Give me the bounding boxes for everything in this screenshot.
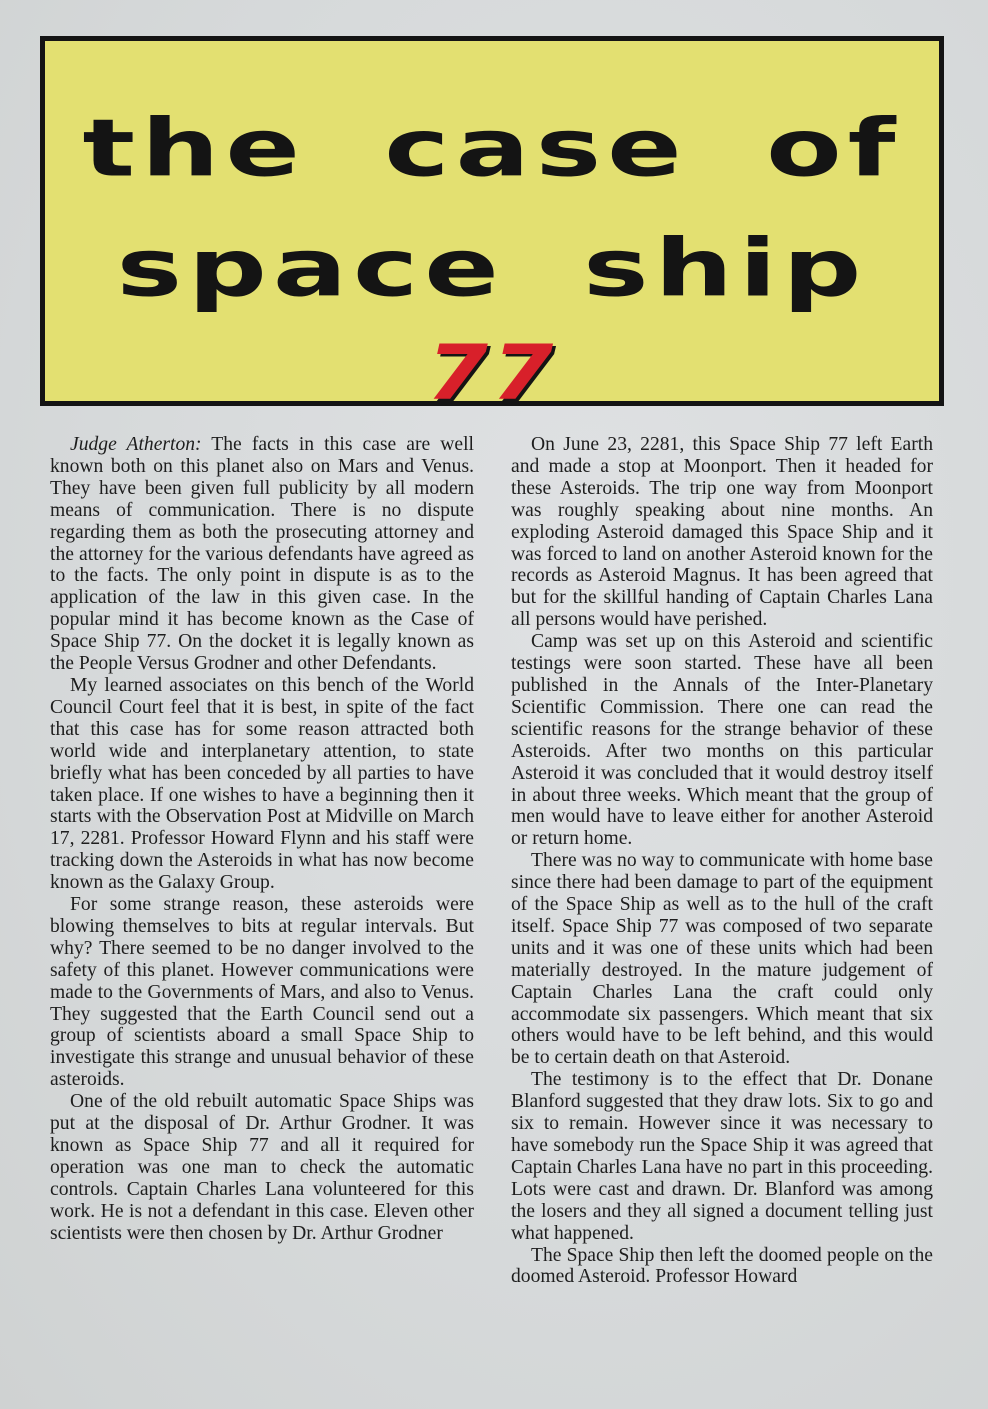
paragraph: The Space Ship then left the doomed people on the doomed Asteroid. Professor Howard xyxy=(511,1244,933,1288)
title-banner xyxy=(40,36,944,417)
text-column-right xyxy=(511,434,933,1389)
paragraph: Camp was set up on this Asteroid and scientific testings were soon started. These have all been published in the Annals of the Inter-Planetary Scientific Commission. There one can read the scientific reasons for the strange behavior of these Asteroids. After two months on this particular Asteroid it was concluded that it would destroy itself in about three weeks. Which meant that the group of men would have to leave either for another Asteroid or return home. xyxy=(511,631,933,850)
paragraph: My learned associates on this bench of the World Council Court feel that it is best, in spite of the fact that this case has for some reason attracted both world wide and interplanetary attention, to state briefly what has been conceded by all parties to have taken place. If one wishes to have a beginning then it starts with the Observation Post at Midville on March 17, 2281. Professor Howard Flynn and his staff were tracking down the Asteroids in what has now become known as the Galaxy Group. xyxy=(50,674,474,894)
title-line-2: space ship xyxy=(116,221,868,315)
paragraph: For some strange reason, these asteroids were blowing themselves to bits at regular intervals. But why? There seemed to be no danger involved to the safety of this planet. However communications were made to the Governments of Mars, and also to Venus. They suggested that the Earth Council send out a group of scientists aboard a small Space Ship to investigate this strange and unusual behavior of these asteroids. xyxy=(50,894,474,1091)
text-column-left xyxy=(50,434,474,1389)
title-number: 77 xyxy=(426,328,558,417)
paragraph: There was no way to communicate with home base since there had been damage to part of the equipment of the Space Ship as well as to the hull of the craft itself. Space Ship 77 was composed of two separate units and it was one of these units which had been materially destroyed. In the mature judgement of Captain Charles Lana the craft could only accommodate six passengers. Which meant that six others would have to be left behind, and this would be to certain death on that Asteroid. xyxy=(511,850,933,1069)
paragraph-text: The facts in this case are well known both on this planet also on Mars and Venus. They have been given full publicity by all modern means of communication. There is no dispute regarding them as both the prosecuting attorney and the attorney for the various defendants have agreed as to the facts. The only point in dispute is as to the application of the law in this given case. In the popular mind it has become known as the Case of Space Ship 77. On the docket it is legally known as the People Versus Grodner and other Defendants. xyxy=(50,434,474,675)
speaker-name: Judge Atherton: xyxy=(70,434,202,455)
paragraph: On June 23, 2281, this Space Ship 77 left Earth and made a stop at Moonport. Then it headed for these Asteroids. The trip one way from Moonport was roughly speaking about nine months. An exploding Asteroid damaged this Space Ship and it was forced to land on another Asteroid known for the records as Asteroid Magnus. It has been agreed that but for the skillful handing of Captain Charles Lana all persons would have perished. xyxy=(511,434,933,631)
paragraph: The testimony is to the effect that Dr. Donane Blanford suggested that they draw lots. Six to go and six to remain. However since it was necessary to have somebody run the Space Ship it was agreed that Captain Charles Lana have no part in this proceeding. Lots were cast and drawn. Dr. Blanford was among the losers and they all signed a document telling just what happened. xyxy=(511,1069,933,1244)
paragraph xyxy=(50,434,474,675)
title-line-1: the case of xyxy=(82,101,902,195)
paragraph: One of the old rebuilt automatic Space Ships was put at the disposal of Dr. Arthur Grodner. It was known as Space Ship 77 and all it required for operation was one man to check the automatic controls. Captain Charles Lana volunteered for this work. He is not a defendant in this case. Eleven other scientists were then chosen by Dr. Arthur Grodner xyxy=(50,1091,474,1244)
